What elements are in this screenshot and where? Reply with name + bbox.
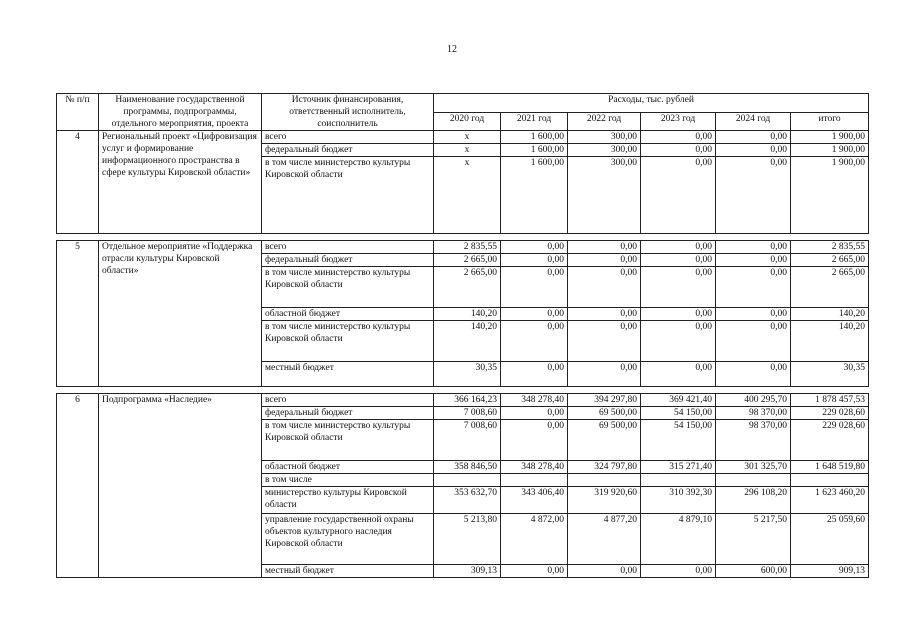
year-value: 0,00 [501,254,568,267]
year-value: 353 632,70 [434,487,501,514]
total-value: 1 900,00 [791,131,869,144]
year-value: 0,00 [568,565,641,578]
funding-source: всего [262,131,434,144]
header-year-2020: 2020 год [434,112,501,131]
year-value: 0,00 [501,267,568,308]
funding-source: в том числе министерство культуры Кировской области [262,321,434,362]
year-value: 315 271,40 [641,461,716,474]
budget-table [56,93,869,578]
year-value: 319 920,60 [568,487,641,514]
year-value: 0,00 [641,267,716,308]
year-value: 343 406,40 [501,487,568,514]
funding-source: управление государственной охраны объектов культурного наследия Кировской области [262,514,434,565]
total-value: 1 623 460,20 [791,487,869,514]
year-value: 69 500,00 [568,420,641,461]
funding-source: федеральный бюджет [262,144,434,157]
page-number: 12 [447,44,457,55]
header-total: итого [791,112,869,131]
year-value: 0,00 [501,565,568,578]
year-value: 4 879,10 [641,514,716,565]
year-value: 296 108,20 [716,487,791,514]
year-value: 1 600,00 [501,157,568,234]
year-value: 309,13 [434,565,501,578]
year-value: 0,00 [716,267,791,308]
funding-source: в том числе [262,474,434,487]
funding-source: федеральный бюджет [262,407,434,420]
year-value: 0,00 [568,362,641,387]
header-year-2021: 2021 год [501,112,568,131]
total-value: 1 648 519,80 [791,461,869,474]
year-value: 0,00 [568,254,641,267]
year-value: 324 797,80 [568,461,641,474]
funding-source: всего [262,394,434,407]
funding-source: в том числе министерство культуры Кировской области [262,267,434,308]
year-value: 300,00 [568,131,641,144]
year-value: 0,00 [641,241,716,254]
year-value: 1 600,00 [501,144,568,157]
year-value: 366 164,23 [434,394,501,407]
year-value: 4 872,00 [501,514,568,565]
year-value: 400 295,70 [716,394,791,407]
year-value [434,474,501,487]
funding-source: областной бюджет [262,308,434,321]
year-value [716,474,791,487]
header-source: Источник финансирования, ответственный исполнитель, соисполнитель [262,94,434,131]
year-value: 7 008,60 [434,407,501,420]
year-value: 0,00 [501,308,568,321]
year-value: 1 600,00 [501,131,568,144]
header-year-2023: 2023 год [641,112,716,131]
year-value: 0,00 [641,131,716,144]
separator-cell [57,387,869,394]
funding-source: министерство культуры Кировской области [262,487,434,514]
year-value: 0,00 [641,565,716,578]
table-header-row [57,94,869,113]
year-value: 140,20 [434,308,501,321]
separator-cell [57,234,869,241]
year-value: 0,00 [568,241,641,254]
table-row [57,241,869,254]
year-value: 0,00 [501,321,568,362]
funding-source: в том числе министерство культуры Кировской области [262,420,434,461]
year-value: 358 846,50 [434,461,501,474]
year-value: 98 370,00 [716,420,791,461]
funding-source: местный бюджет [262,362,434,387]
group-separator [57,387,869,394]
total-value: 1 878 457,53 [791,394,869,407]
year-value: 2 665,00 [434,254,501,267]
program-name: Отдельное мероприятие «Поддержка отрасли культуры Кировской области» [99,241,262,387]
year-value: 0,00 [641,362,716,387]
year-value: 0,00 [501,420,568,461]
year-value: 0,00 [716,362,791,387]
year-value: 0,00 [501,362,568,387]
year-value: 348 278,40 [501,394,568,407]
program-name: Подпрограмма «Наследие» [99,394,262,578]
year-value: x [434,144,501,157]
year-value [641,474,716,487]
year-value: 140,20 [434,321,501,362]
group-separator [57,234,869,241]
total-value: 909,13 [791,565,869,578]
year-value: 0,00 [641,321,716,362]
row-number: 6 [57,394,99,578]
year-value: 4 877,20 [568,514,641,565]
year-value: 0,00 [568,267,641,308]
total-value: 229 028,60 [791,407,869,420]
total-value: 1 900,00 [791,157,869,234]
total-value: 229 028,60 [791,420,869,461]
header-name: Наименование государственной программы, подпрограммы, отдельного мероприятия, проекта [99,94,262,131]
year-value: 2 665,00 [434,267,501,308]
total-value: 25 059,60 [791,514,869,565]
year-value: x [434,131,501,144]
year-value: 0,00 [501,241,568,254]
year-value: 98 370,00 [716,407,791,420]
row-number: 5 [57,241,99,387]
year-value: x [434,157,501,234]
total-value [791,474,869,487]
total-value: 2 665,00 [791,267,869,308]
program-name: Региональный проект «Цифровизация услуг и формирование информационного пространства в сфере культуры Кировской области» [99,131,262,234]
row-number: 4 [57,131,99,234]
year-value: 5 213,80 [434,514,501,565]
year-value: 600,00 [716,565,791,578]
year-value: 0,00 [501,407,568,420]
year-value: 0,00 [641,144,716,157]
year-value: 30,35 [434,362,501,387]
year-value: 0,00 [716,157,791,234]
header-expenses: Расходы, тыс. рублей [434,94,869,113]
year-value: 0,00 [641,308,716,321]
year-value: 300,00 [568,157,641,234]
year-value: 5 217,50 [716,514,791,565]
year-value: 394 297,80 [568,394,641,407]
year-value: 369 421,40 [641,394,716,407]
table-row [57,394,869,407]
year-value: 0,00 [716,308,791,321]
year-value: 301 325,70 [716,461,791,474]
year-value: 348 278,40 [501,461,568,474]
table-body [57,131,869,578]
funding-source: в том числе министерство культуры Кировской области [262,157,434,234]
year-value: 54 150,00 [641,420,716,461]
year-value: 310 392,30 [641,487,716,514]
year-value: 0,00 [716,241,791,254]
year-value: 0,00 [716,321,791,362]
total-value: 140,20 [791,308,869,321]
funding-source: всего [262,241,434,254]
table-row [57,131,869,144]
header-num: № п/п [57,94,99,131]
year-value: 0,00 [716,144,791,157]
year-value: 7 008,60 [434,420,501,461]
year-value: 0,00 [716,131,791,144]
year-value: 69 500,00 [568,407,641,420]
funding-source: местный бюджет [262,565,434,578]
funding-source: федеральный бюджет [262,254,434,267]
total-value: 2 665,00 [791,254,869,267]
total-value: 1 900,00 [791,144,869,157]
year-value: 300,00 [568,144,641,157]
year-value: 0,00 [641,254,716,267]
year-value: 0,00 [568,308,641,321]
year-value: 0,00 [641,157,716,234]
header-year-2024: 2024 год [716,112,791,131]
total-value: 30,35 [791,362,869,387]
year-value: 2 835,55 [434,241,501,254]
year-value [501,474,568,487]
header-year-2022: 2022 год [568,112,641,131]
total-value: 2 835,55 [791,241,869,254]
total-value: 140,20 [791,321,869,362]
year-value: 0,00 [716,254,791,267]
year-value: 0,00 [568,321,641,362]
year-value [568,474,641,487]
funding-source: областной бюджет [262,461,434,474]
year-value: 54 150,00 [641,407,716,420]
